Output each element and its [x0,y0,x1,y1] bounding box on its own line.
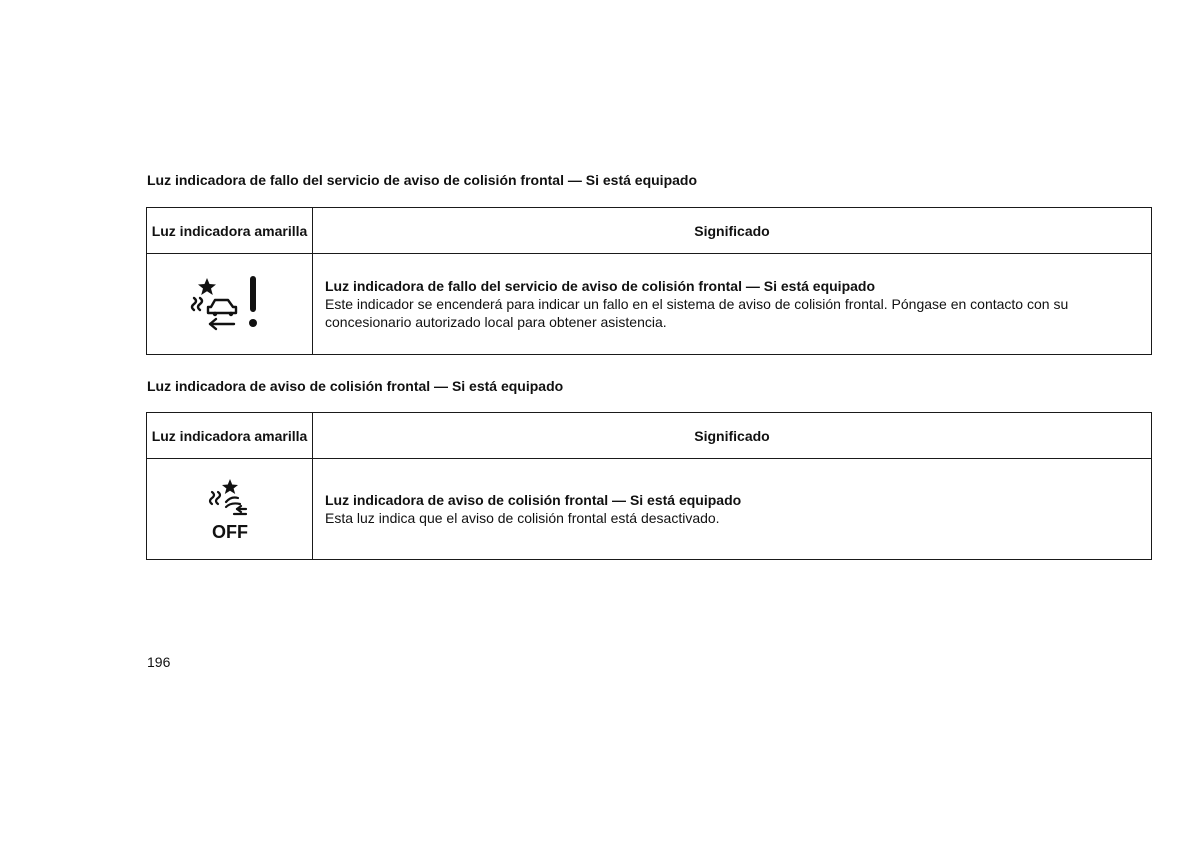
icon-cell [147,254,313,355]
table-row [147,254,1152,355]
forward-collision-warning-fault-icon [190,274,270,334]
table-header-row [147,208,1152,254]
table-header-row [147,413,1152,459]
off-label: OFF [211,522,248,542]
section-title: Luz indicadora de aviso de colisión frontal — Si está equipado [147,378,564,394]
description-title: Luz indicadora de aviso de colisión frontal — Si está equipado [325,492,742,508]
description-text: Esta luz indica que el aviso de colisión frontal está desactivado. [325,510,720,526]
header-indicator: Luz indicadora amarilla [147,413,313,459]
icon-cell [147,459,313,560]
section-title: Luz indicadora de fallo del servicio de aviso de colisión frontal — Si está equipado [147,172,698,188]
header-meaning: Significado [313,208,1152,254]
description-cell [313,459,1152,560]
header-meaning: Significado [313,413,1152,459]
description-title: Luz indicadora de fallo del servicio de aviso de colisión frontal — Si está equipado [325,278,876,294]
header-indicator: Luz indicadora amarilla [147,208,313,254]
indicator-table [146,207,1152,355]
table-row [147,459,1152,560]
page-number: 196 [147,654,171,670]
description-cell [313,254,1152,355]
description-text: Este indicador se encenderá para indicar un fallo en el sistema de aviso de colisión frontal. Póngase en contacto con su concesionario autorizado local para obtener asistencia. [325,296,1069,330]
forward-collision-warning-off-icon [200,476,260,542]
indicator-table [146,412,1152,560]
